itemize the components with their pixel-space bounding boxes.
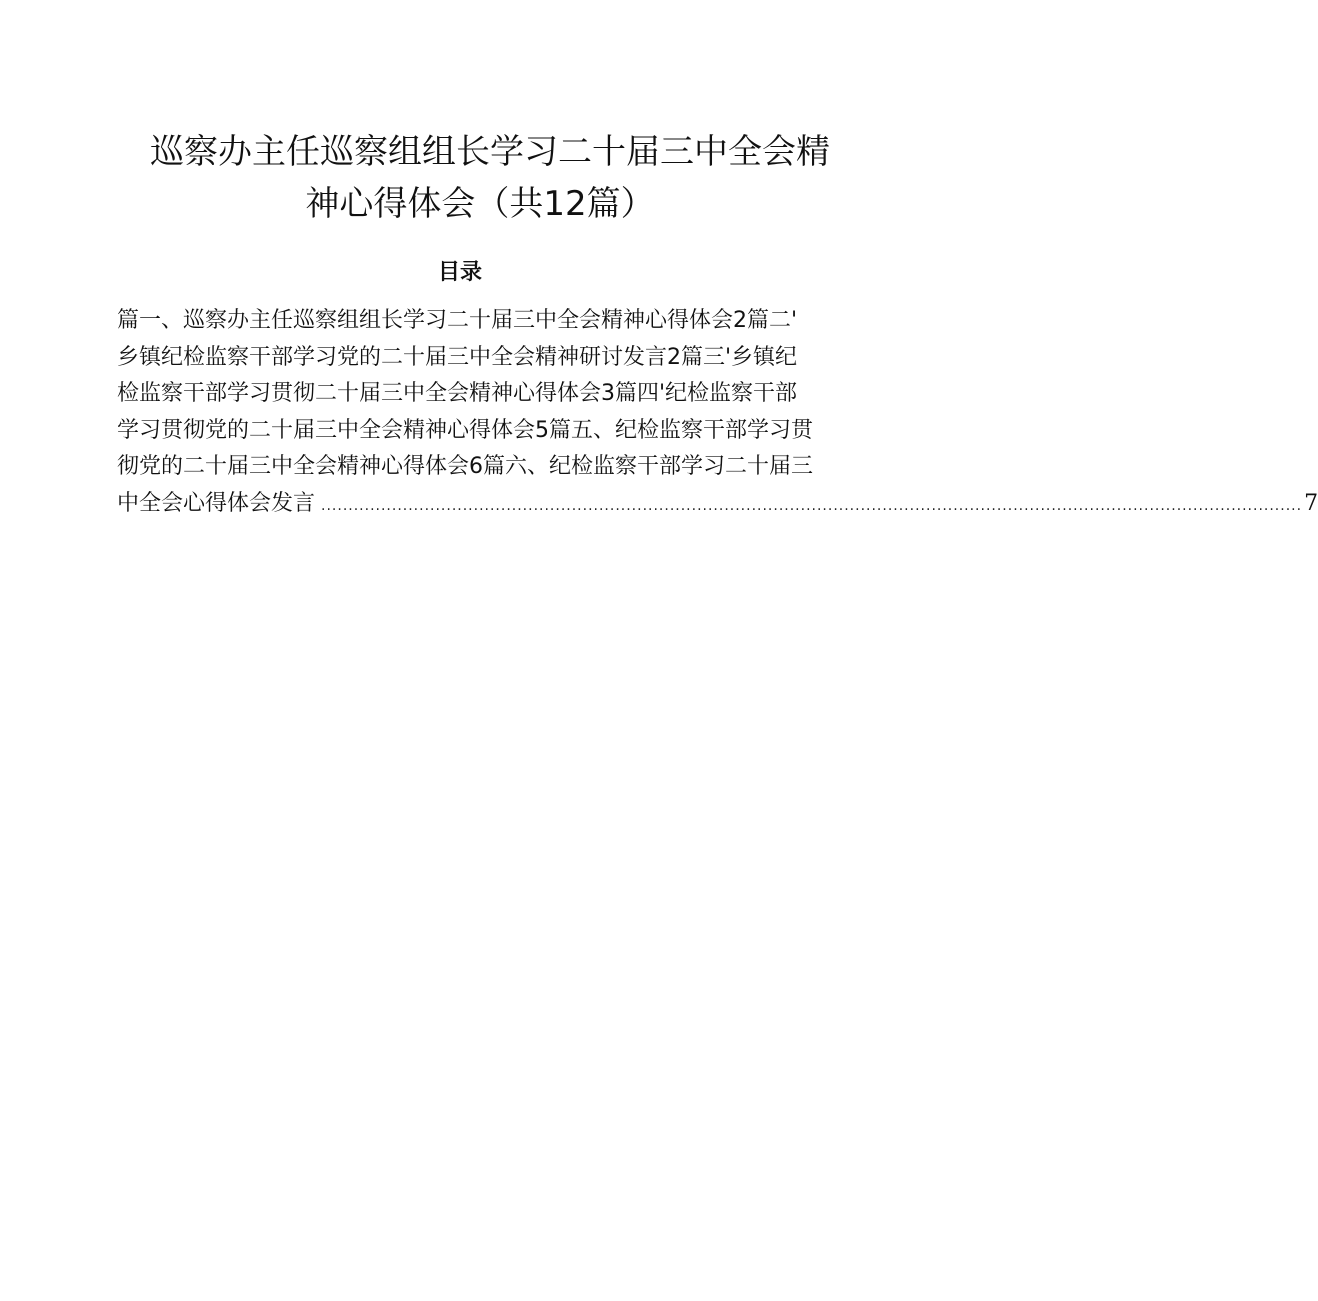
toc-line[interactable]: 检监察干部学习贯彻二十届三中全会精神心得体会3篇四'纪检监察干部: [117, 381, 798, 406]
toc-line[interactable]: 学习贯彻党的二十届三中全会精神心得体会5篇五、纪检监察干部学习贯: [117, 417, 813, 443]
document-title: [150, 126, 830, 230]
dot-leader: ....................................................................................................................................................................................: [321, 497, 1303, 514]
title-line-1: 巡察办主任巡察组组长学习二十届三中全会精: [150, 132, 830, 172]
toc-heading: 目录: [437, 260, 482, 285]
table-of-contents: [117, 303, 1318, 522]
toc-entry-last[interactable]: [117, 486, 1318, 523]
toc-line[interactable]: 彻党的二十届三中全会精神心得体会6篇六、纪检监察干部学习二十届三: [117, 454, 813, 479]
toc-entry-text: 中全会心得体会发言: [117, 490, 316, 516]
toc-page-number: 7: [1304, 490, 1318, 516]
title-line-2: 神心得体会（共12篇）: [305, 184, 655, 224]
toc-line[interactable]: 篇一、巡察办主任巡察组组长学习二十届三中全会精神心得体会2篇二': [117, 308, 798, 333]
toc-line[interactable]: 乡镇纪检监察干部学习党的二十届三中全会精神研讨发言2篇三'乡镇纪: [117, 344, 798, 370]
